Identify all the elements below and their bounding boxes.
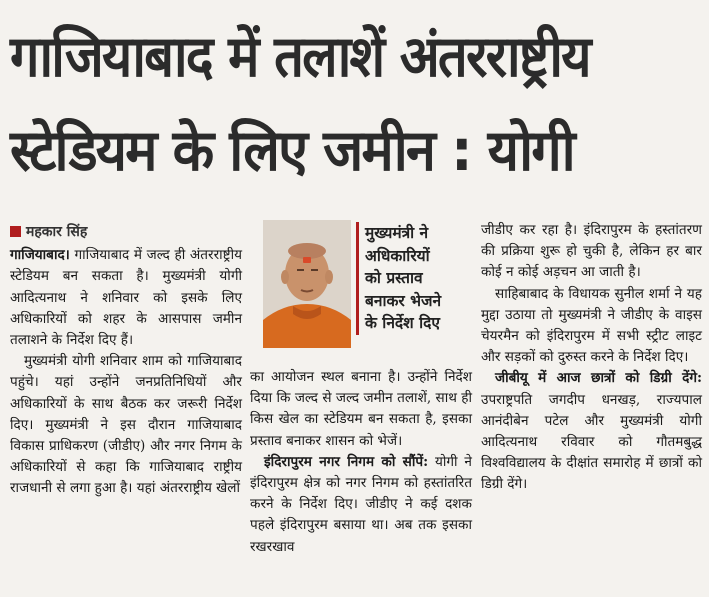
article-column-1 xyxy=(10,222,242,500)
pull-quote-line: अधिकारियों xyxy=(365,246,430,265)
subhead: इंदिरापुरम नगर निगम को सौंपें: xyxy=(264,453,429,470)
paragraph: का आयोजन स्थल बनाना है। उन्होंने निर्देश दिया कि जल्द से जल्द जमीन तलाशें, साथ ही किस खेल का स्टेडियम बन सकता है, इसका प्रस्ताव बनाकर शासन को भेजें। xyxy=(250,369,472,449)
paragraph xyxy=(10,245,242,351)
article-column-3 xyxy=(481,220,702,496)
headline xyxy=(10,8,700,200)
pull-quote-line: को प्रस्ताव xyxy=(365,269,423,287)
paragraph-text: उपराष्ट्रपति जगदीप धनखड़, राज्यपाल आनंदीबेन पटेल और मुख्यमंत्री योगी आदित्यनाथ रविवार को गौतमबुद्ध विश्वविद्यालय के दीक्षांत समारोह में छात्रों को डिग्री देंगे। xyxy=(481,391,702,493)
paragraph xyxy=(481,368,702,495)
byline-marker-icon xyxy=(10,226,21,237)
paragraph: मुख्यमंत्री योगी शनिवार शाम को गाजियाबाद पहुंचे। यहां उन्होंने जनप्रतिनिधियों और अधिकारियों के साथ बैठक कर जरूरी निर्देश दिए। मुख्यमंत्री ने इस दौरान गाजियाबाद विकास प्राधिकरण (जीडीए) और नगर निगम के अधिकारियों से कहा कि गाजियाबाद राष्ट्रीय राजधानी से लगा हुआ है। यहां अंतरराष्ट्रीय खेलों xyxy=(10,353,242,497)
headline-line-2: स्टेडियम के लिए जमीन : योगी xyxy=(10,118,574,184)
paragraph: जीडीए कर रहा है। इंदिरापुरम के हस्तांतरण की प्रक्रिया शुरू हो चुकी है, लेकिन हर बार कोई न कोई अड़चन आ जाती है। xyxy=(481,222,702,281)
paragraph-text: गाजियाबाद में जल्द ही अंतरराष्ट्रीय स्टेडियम बन सकता है। मुख्यमंत्री योगी आदित्यनाथ ने शनिवार को इसके लिए अधिकारियों को शहर के आसपास जमीन तलाशने के निर्देश दिए हैं। xyxy=(10,247,242,349)
byline xyxy=(10,222,242,243)
article-column-2 xyxy=(250,367,472,558)
byline-name: महकार सिंह xyxy=(26,224,88,240)
headline-line-1: गाजियाबाद में तलाशें अंतरराष्ट्रीय xyxy=(10,24,590,90)
paragraph: साहिबाबाद के विधायक सुनील शर्मा ने यह मुद्दा उठाया तो मुख्यमंत्री ने जीडीए के वाइस चेयरमैन को इंदिरापुरम में सभी स्ट्रीट लाइट और सड़कों को दुरुस्त करने के निर्देश दिए। xyxy=(481,285,702,366)
pull-quote-line: बनाकर भेजने xyxy=(365,291,442,310)
pull-quote-line: के निर्देश दिए xyxy=(365,314,440,332)
pull-quote-line: मुख्यमंत्री ने xyxy=(365,224,429,242)
paragraph xyxy=(250,452,472,558)
portrait-image xyxy=(263,220,351,348)
pull-quote xyxy=(356,222,473,335)
dateline: गाजियाबाद। xyxy=(10,247,70,264)
subhead: जीबीयू में आज छात्रों को डिग्री देंगे: xyxy=(495,370,702,387)
portrait-photo xyxy=(263,220,351,348)
paragraph-text: योगी ने इंदिरापुरम क्षेत्र को नगर निगम को हस्तांतरित करने के निर्देश दिए। जीडीए ने कई दशक पहले इंदिरापुरम बसाया था। अब तक इसका रखरखाव xyxy=(250,453,472,555)
